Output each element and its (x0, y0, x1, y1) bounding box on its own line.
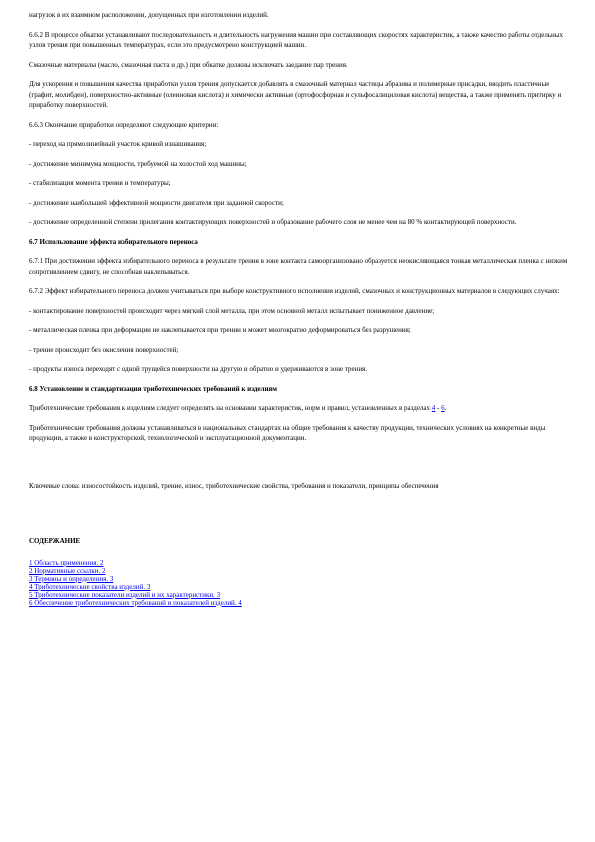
list-item: - металлическая пленка при деформации не наклепывается при трении и может многократно деформироваться без разрушения; (29, 326, 411, 334)
paragraph: нагрузок в их взаимном расположении, допущенных при изготовлении изделий. (29, 11, 269, 19)
paragraph: Триботехнические требования должны устанавливаться в национальных стандартах на общие требования к качеству продукции, технических условиях на конкретные виды продукции, а также в конструкторской, технологической и эксплуатационной документации. (29, 423, 546, 442)
list-item: - достижение наибольшей эффективной мощности двигателя при заданной скорости; (29, 198, 284, 207)
paragraph: Смазочные материалы (масло, смазочная паста и др.) при обкатке должны исключать заедание пар трения. (29, 60, 348, 69)
range-dash: - (435, 404, 442, 412)
toc-link[interactable]: 5 Триботехнические показатели изделий и их характеристики. 3 (29, 590, 221, 599)
sentence-end: . (444, 404, 447, 412)
toc-title: СОДЕРЖАНИЕ (29, 537, 81, 545)
table-of-contents (29, 536, 569, 607)
spacer (29, 453, 569, 481)
toc-link[interactable]: 1 Область применения. 2 (29, 558, 104, 567)
list-item: - контактирование поверхностей происходит через мягкий слой металла, при этом основной металл испытывает пониженное давление; (29, 306, 435, 315)
spacer (29, 500, 569, 536)
keywords: Ключевые слова: износостойкость изделий, трение, износ, триботехнические свойства, требования и показатели, принципы обеспечения (29, 481, 439, 490)
paragraph: 6.6.2 В процессе обкатки устанавливают последовательность и длительность нагружения машин при составляющих скоростях характеристик, а также качество работы отдельных узлов трения при повышенных температурах, если это предусмотрено конструкцией машин. (29, 30, 563, 49)
paragraph: 6.6.3 Окончание приработки определяют следующие критерии: (29, 120, 219, 129)
list-item: - переход на прямолинейный участок кривой изнашивания; (29, 140, 207, 148)
list-item: - достижение минимума мощности, требуемой на холостой ход машины; (29, 159, 247, 168)
list-item: - достижение определенной степени прилегания контактирующих поверхностей и образование рабочего слоя не менее чем на 80 % контактирующей поверхности. (29, 218, 517, 226)
section-link-6[interactable]: 6 (441, 404, 445, 412)
paragraph-with-links (29, 403, 569, 414)
paragraph-text: Триботехнические требования к изделиям следует определять на основании характеристик, норм и правил, установленных в разделах (29, 404, 432, 412)
document-page (29, 10, 569, 607)
toc-link[interactable]: 6 Обеспечение триботехнических требований и показателей изделий. 4 (29, 598, 242, 607)
paragraph: Для ускорения и повышения качества приработки узлов трения допускается добавлять в смазочный материал частицы абразива и полимерные присадки, вводить пластичные (графит, молибден), поверхностно-активные (олеиновая кислота) и химически активные (ортофосфорная и сульфосалициловая кислота) вещества, а также применять притирку и приработку поверхностей. (29, 80, 562, 109)
list-item: - продукты износа переходят с одной трущейся поверхности на другую и обратно и удерживаются в зоне трения. (29, 365, 368, 373)
section-heading: 6.8 Установление и стандартизация триботехнических требований к изделиям (29, 384, 278, 393)
section-heading: 6.7 Использование эффекта избирательного переноса (29, 237, 198, 246)
toc-link[interactable]: 3 Термины и определения. 3 (29, 574, 114, 583)
toc-link[interactable]: 4 Триботехнические свойства изделий. 3 (29, 582, 151, 591)
list-item: - стабилизация момента трения и температуры; (29, 179, 171, 187)
section-link-4[interactable]: 4 (431, 404, 436, 412)
list-item: - трение происходит без окисления поверхностей; (29, 345, 179, 354)
paragraph: 6.7.2 Эффект избирательного переноса должен учитываться при выборе конструктивного исполнения изделий, смазочных и конструкционных материалов в следующих случаях: (29, 287, 560, 295)
toc-link[interactable]: 2 Нормативные ссылки. 2 (29, 566, 106, 575)
paragraph: 6.7.1 При достижении эффекта избирательного переноса в результате трения в зоне контакта самоорганизовано образуется неокисляющаяся тонкая металлическая пленка с низким сопротивлением сдвигу, не способная наклепываться. (29, 257, 568, 276)
